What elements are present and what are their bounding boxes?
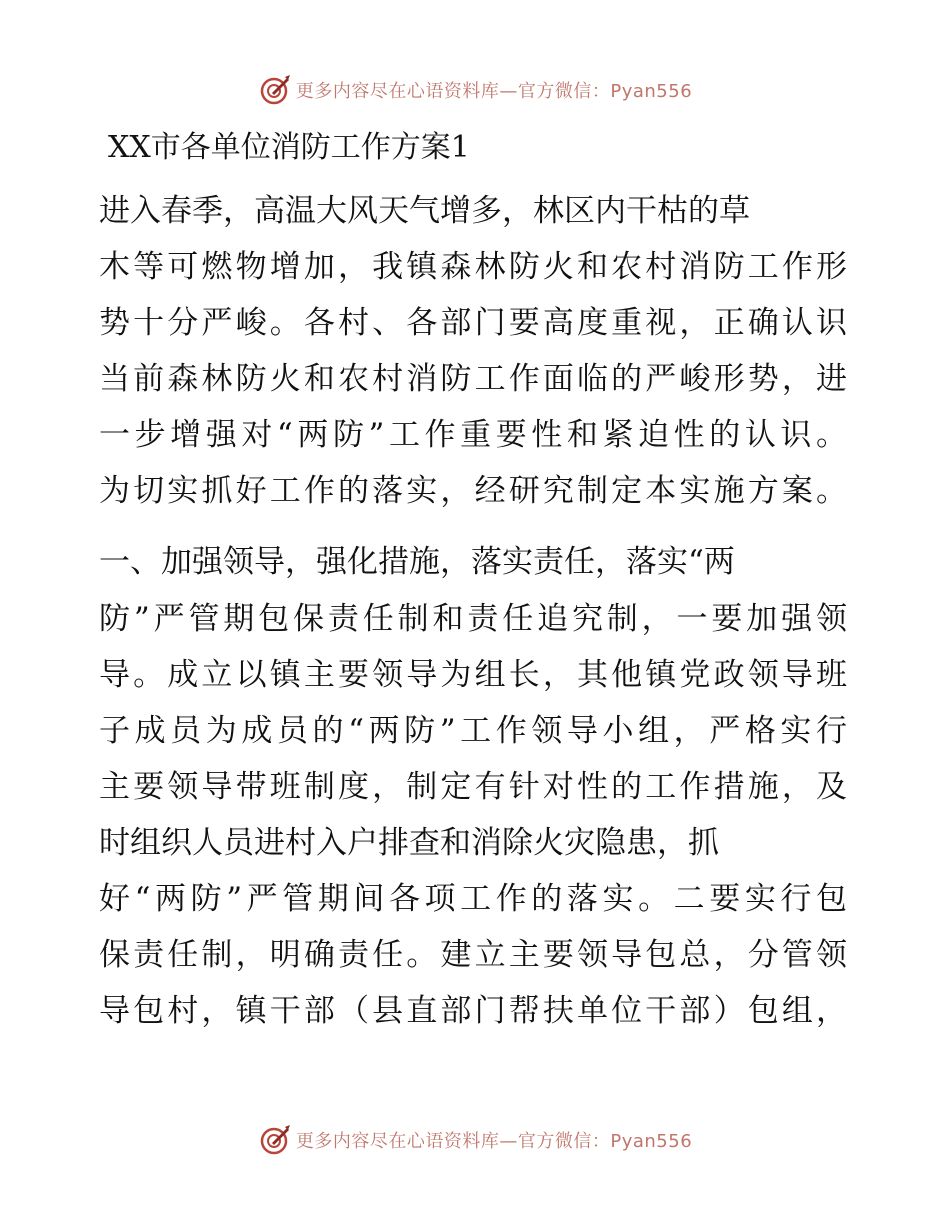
red-quill-logo-icon (258, 1123, 292, 1157)
header-watermark (0, 70, 950, 110)
body-line: 时组织人员进村入户排查和消除火灾隐患，抓 (99, 825, 719, 861)
body-line: 当前森林防火和农村消防工作面临的严峻形势，进 (99, 361, 847, 397)
body-line: 一、加强领导，强化措施，落实责任，落实“两 (99, 544, 735, 580)
watermark-text: 更多内容尽在心语资料库—官方微信：Pyan556 (295, 81, 693, 102)
body-line: 一步增强对“两防”工作重要性和紧迫性的认识。 (99, 417, 847, 453)
watermark-text: 更多内容尽在心语资料库—官方微信：Pyan556 (295, 1131, 693, 1152)
footer-watermark (0, 1120, 950, 1160)
body-line: 主要领导带班制度，制定有针对性的工作措施，及 (99, 769, 847, 805)
body-line: 保责任制，明确责任。建立主要领导包总，分管领 (99, 937, 847, 973)
body-line: 防”严管期包保责任制和责任追究制，一要加强领 (99, 601, 847, 637)
body-line: 导包村，镇干部（县直部门帮扶单位干部）包组， (99, 993, 847, 1029)
document-title: XX市各单位消防工作方案1 (108, 130, 470, 165)
body-line: 进入春季，高温大风天气增多，林区内干枯的草 (99, 193, 750, 229)
red-quill-logo-icon (258, 73, 292, 107)
body-line: 势十分严峻。各村、各部门要高度重视，正确认识 (99, 305, 847, 341)
body-line: 好“两防”严管期间各项工作的落实。二要实行包 (99, 881, 847, 917)
body-line: 为切实抓好工作的落实，经研究制定本实施方案。 (99, 473, 847, 509)
body-line: 导。成立以镇主要领导为组长，其他镇党政领导班 (99, 657, 847, 693)
body-line: 木等可燃物增加，我镇森林防火和农村消防工作形 (99, 249, 847, 285)
body-line: 子成员为成员的“两防”工作领导小组，严格实行 (99, 713, 847, 749)
